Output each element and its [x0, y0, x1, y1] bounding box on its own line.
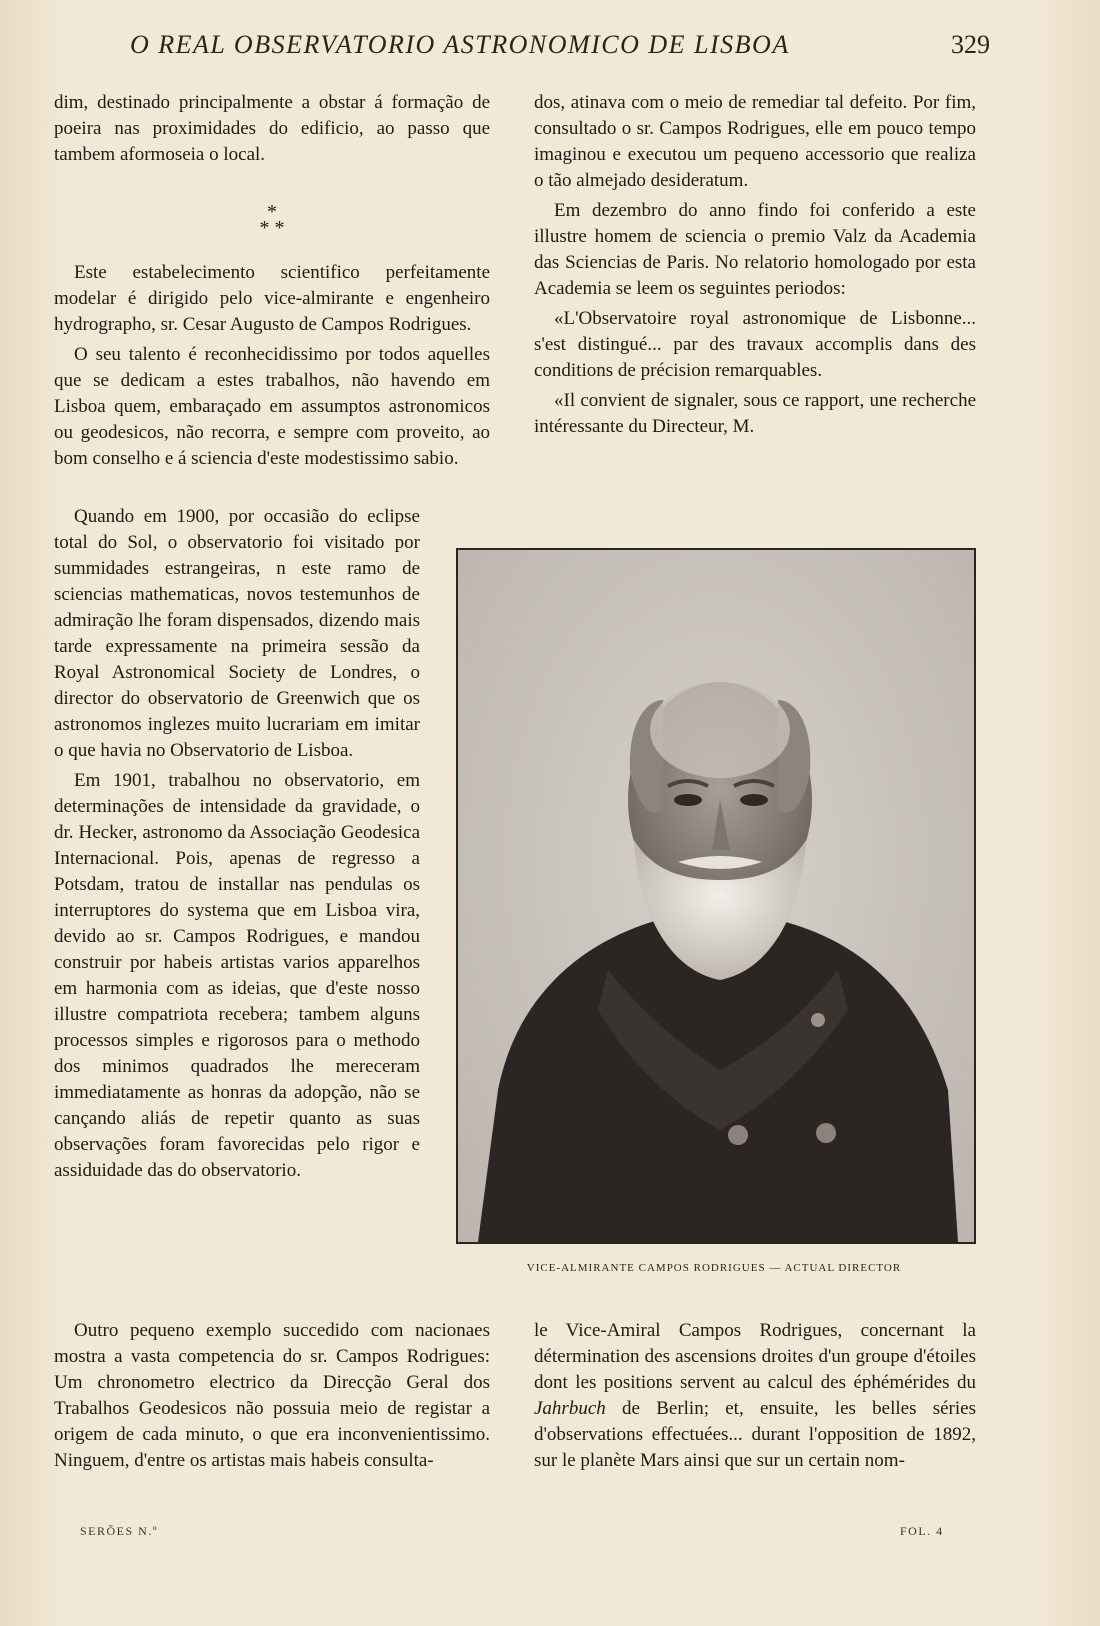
footer-folio: FOL. 4: [900, 1524, 944, 1538]
right-column-top: [534, 90, 976, 440]
quote-paragraph: «L'Observatoire royal astronomique de Lisbonne... s'est distingué... par des travaux accomplis dans des conditions de précision remarquables.: [534, 308, 976, 381]
right-column-bottom: [534, 1318, 976, 1474]
paragraph: Quando em 1900, por occasião do eclipse total do Sol, o observatorio foi visitado por summidades estrangeiras, n este ramo de sciencias mathematicas, novos testemunhos de admiração lhe foram dispensados, dizendo mais tarde expressamente na primeira sessão da Royal Astronomical Society de Londres, o director do observatorio de Greenwich que os astronomos inglezes muito lucrariam em imitar o que havia no Observatorio de Lisboa.: [54, 506, 420, 761]
paragraph: [534, 1318, 976, 1474]
paragraph: Em 1901, trabalhou no observatorio, em determinações de intensidade da gravidade, o dr. Hecker, astronomo da Associação Geodesica Internacional. Pois, apenas de regresso a Potsdam, tratou de installar nas pendulas os interruptores do systema que em Lisboa vira, devido ao sr. Campos Rodrigues, e mandou construir por habeis artistas varios apparelhos em harmonia com as ideias, que d'este nosso illustre compatriota recebera; tambem alguns processos simples e rigorosos para o methodo dos minimos quadrados lhe mereceram immediatamente as honras da adopção, não se cançando aliás de repetir quanto as suas observações foram favorecidas pelo rigor e assiduidade das do observatorio.: [54, 770, 420, 1181]
portrait-photo: [456, 548, 976, 1244]
asterisk-pair: * *: [259, 217, 285, 239]
paragraph: dos, atinava com o meio de remediar tal defeito. Por fim, consultado o sr. Campos Rodrigues, elle em pouco tempo imaginou e executou um pequeno accessorio que realiza o tão almejado desideratum.: [534, 92, 976, 191]
header-page-number: 329: [951, 30, 990, 59]
left-column-narrow: [54, 504, 420, 1184]
footer-signature: SERÕES N.º: [80, 1524, 159, 1538]
paragraph: O seu talento é reconhecidissimo por todos aquelles que se dedicam a estes trabalhos, não havendo em Lisboa quem, embaraçado em assumptos astronomicos ou geodesicos, não recorra, e sempre com proveito, ao bom conselho e á sciencia d'este modestissimo sabio.: [54, 344, 490, 469]
left-column-top: [54, 90, 490, 472]
asterisk-top: *: [267, 201, 277, 223]
photo-caption: VICE-ALMIRANTE CAMPOS RODRIGUES — ACTUAL DIRECTOR: [526, 1262, 902, 1274]
paragraph: Este estabelecimento scientifico perfeitamente modelar é dirigido pelo vice-almirante e engenheiro hydrographo, sr. Cesar Augusto de Campos Rodrigues.: [54, 262, 490, 335]
portrait-illustration: [458, 550, 974, 1242]
paragraph: Em dezembro do anno findo foi conferido a este illustre homem de sciencia o premio Valz da Academia das Sciencias de Paris. No relatorio homologado por esta Academia se leem os seguintes periodos:: [534, 200, 976, 299]
italic-title: Jahrbuch: [534, 1398, 606, 1419]
running-header: [130, 30, 990, 60]
text-run: le Vice-Amiral Campos Rodrigues, concernant la détermination des ascensions droites d'un groupe d'étoiles dont les positions servent au calcul des éphémérides du: [534, 1320, 976, 1393]
header-title: O REAL OBSERVATORIO ASTRONOMICO DE LISBOA: [130, 30, 790, 59]
section-divider-asterisks: [54, 201, 490, 239]
quote-paragraph: «Il convient de signaler, sous ce rapport, une recherche intéressante du Directeur, M.: [534, 390, 976, 437]
paragraph: dim, destinado principalmente a obstar á formação de poeira nas proximidades do edificio, ao passo que tambem aformoseia o local.: [54, 92, 490, 165]
paragraph: Outro pequeno exemplo succedido com nacionaes mostra a vasta competencia do sr. Campos Rodrigues: Um chronometro electrico da Direcção Geral dos Trabalhos Geodesicos não possuia meio de registar a origem de cada minuto, o que era inconvenientissimo. Ninguem, d'entre os artistas mais habeis consulta-: [54, 1320, 490, 1471]
left-column-bottom: [54, 1318, 490, 1474]
text-run: de Berlin; et, ensuite, les belles séries d'observations effectuées... durant l'opposition de 1892, sur le planète Mars ainsi que sur un certain nom-: [534, 1398, 976, 1471]
